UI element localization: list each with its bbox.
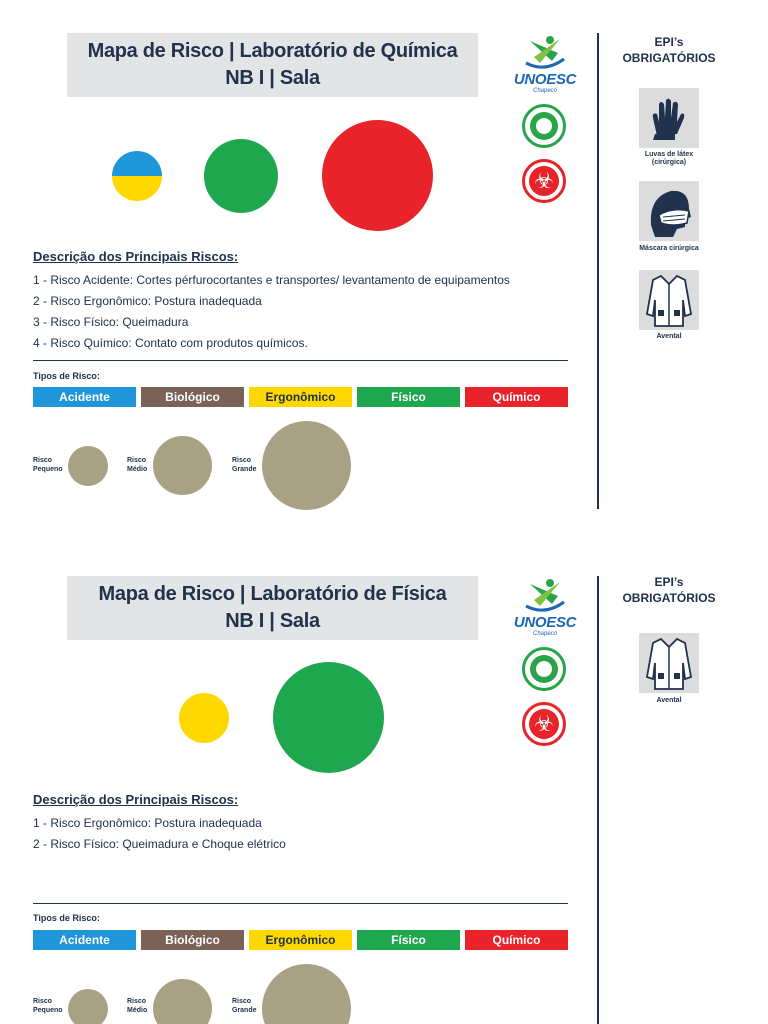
chip-fisico: Físico [357,930,460,950]
chip-biologico: Biológico [141,387,244,407]
types-label: Tipos de Risco: [33,371,100,381]
size-circle-medio [153,436,212,495]
size-circle-grande [262,421,351,510]
map-title: Mapa de Risco | Laboratório de Química [87,40,458,62]
epi-label [609,333,729,341]
desc-item: 2 - Risco Físico: Queimadura e Choque elétrico [33,837,286,851]
chip-acidente: Acidente [33,930,136,950]
divider [33,903,568,904]
risk-map-fisica [0,543,768,1024]
chip-ergonomico: Ergonômico [249,930,352,950]
epi-title-line1: EPI’s [654,575,684,589]
vertical-divider [597,576,599,1024]
epi-label-line1: Avental [656,333,682,340]
logo-text: UNOESC [513,71,577,88]
risk-circle-ergonomico [179,693,229,743]
desc-item: 4 - Risco Químico: Contato com produtos químicos. [33,336,308,350]
chip-ergonomico: Ergonômico [249,387,352,407]
desc-title: Descrição dos Principais Riscos: [33,792,239,807]
biohazard-seal-icon: ☣ [522,702,566,746]
epi-title-line1: EPI’s [654,35,684,49]
map-title: Mapa de Risco | Laboratório de Física [98,583,447,605]
chip-biologico: Biológico [141,930,244,950]
size-circle-grande [262,964,351,1024]
lab-coat-icon [639,270,699,330]
chip-quimico: Químico [465,930,568,950]
epi-title [607,34,731,66]
unoesc-figure-icon [512,576,578,616]
epi-title [607,574,731,606]
epi-label-line1: Luvas de látex [644,151,694,158]
epi-title-line2: OBRIGATÓRIOS [622,51,716,65]
size-circle-pequeno [68,446,108,486]
title-box [67,33,478,97]
chip-fisico: Físico [357,387,460,407]
size-label-grande: Risco Grande [232,998,257,1014]
epi-label [609,151,729,167]
risk-circle-quimico [322,120,433,231]
logo-text: UNOESC [513,614,577,631]
epi-label-line1: Avental [656,697,682,704]
gloves-icon [639,88,699,148]
title-box [67,576,478,640]
cipa-seal-icon [522,647,566,691]
epi-label [609,245,729,253]
size-label-pequeno: Risco Pequeno [33,998,63,1014]
cipa-seal-icon [522,104,566,148]
size-circle-pequeno [68,989,108,1024]
size-label-grande: Risco Grande [232,457,257,473]
chip-quimico: Químico [465,387,568,407]
desc-title: Descrição dos Principais Riscos: [33,249,239,264]
size-circle-medio [153,979,212,1024]
size-label-medio: Risco Médio [127,457,148,473]
desc-item: 2 - Risco Ergonômico: Postura inadequada [33,294,262,308]
types-label: Tipos de Risco: [33,913,100,923]
logo-subtext: Chapecó [532,631,558,637]
lab-coat-icon [639,633,699,693]
epi-label-line2: (cirúrgica) [651,159,687,166]
risk-circle-fisico [273,662,384,773]
map-subtitle: NB I | Sala [225,67,320,89]
epi-label-line1: Máscara cirúrgica [639,245,699,252]
unoesc-figure-icon [512,33,578,73]
unoesc-logo [512,576,578,636]
size-label-pequeno: Risco Pequeno [33,457,63,473]
surgical-mask-icon [639,181,699,241]
desc-item: 1 - Risco Ergonômico: Postura inadequada [33,816,262,830]
size-label-medio: Risco Médio [127,998,148,1014]
divider [33,360,568,361]
chip-acidente: Acidente [33,387,136,407]
desc-item: 3 - Risco Físico: Queimadura [33,315,189,329]
vertical-divider [597,33,599,509]
map-subtitle: NB I | Sala [225,610,320,632]
unoesc-logo [512,33,578,93]
logo-subtext: Chapecó [532,88,558,94]
risk-circle-acidente-ergonomico [112,151,162,201]
desc-item: 1 - Risco Acidente: Cortes pérfurocortantes e transportes/ levantamento de equipamentos [33,273,510,287]
epi-title-line2: OBRIGATÓRIOS [622,591,716,605]
biohazard-seal-icon: ☣ [522,159,566,203]
epi-label [609,697,729,705]
risk-circle-fisico [204,139,278,213]
